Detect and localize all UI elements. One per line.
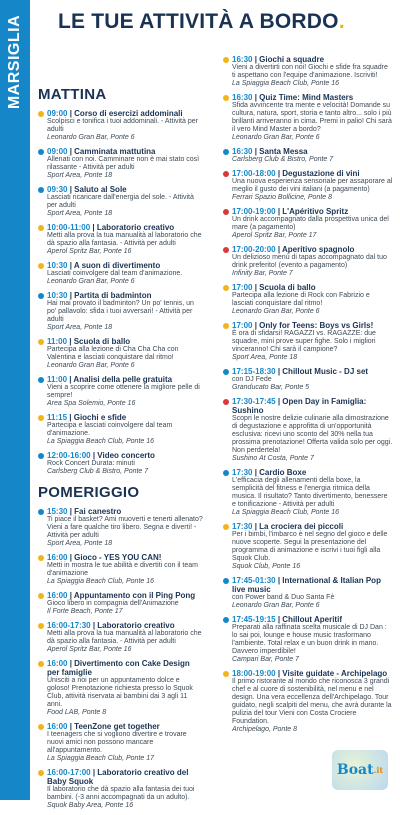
activity-title-row xyxy=(223,283,393,292)
activity-description: Preparati alla raffinata scelta musicale di DJ Dan : lo sai poi, lounge e house music trasformano l'ambiente. Total relax e un buon drink in mano. Davvero imperdibile! xyxy=(232,624,387,655)
activity-heading: 10:00-11:00 | Laboratorio creativo xyxy=(47,223,175,232)
activity-location: Squok Club, Ponte 16 xyxy=(232,563,301,570)
activity-description: Partecipa e lasciati coinvolgere dal team d'animazione. xyxy=(47,422,173,437)
activity-time: 15:30 xyxy=(47,507,68,516)
activity-entry xyxy=(223,245,393,278)
left-column xyxy=(38,80,203,815)
activity-bullet-icon xyxy=(223,369,229,375)
activity-title-row xyxy=(38,291,203,300)
activity-description: Partecipa alla lezione di Rock con Fabrizio e lasciati conquistare dal ritmo! xyxy=(232,292,370,307)
activity-description: Sfida avvincente tra mente e velocità! Domande su cultura, natura, sport, storia e tanto altro... solo i più brillanti arriveranno in cima. Premi in palio! Chi sarà il vero Mind Master a bordo? xyxy=(232,102,392,133)
page-title-text: LE TUE ATTIVITÀ A BORDO xyxy=(58,10,339,33)
activity-time: 10:30 xyxy=(47,261,68,270)
afternoon-list-continued xyxy=(223,55,393,734)
activity-bullet-icon xyxy=(38,770,44,776)
activity-heading: 11:15 | Giochi e sfide xyxy=(47,413,127,422)
activity-description: Lasciati coinvolgere dal team d'animazione. xyxy=(47,270,183,277)
activity-time: 16:30 xyxy=(232,147,253,156)
activity-bullet-icon xyxy=(38,593,44,599)
activity-time: 17:30-17:45 xyxy=(232,397,276,406)
activity-name: Chillout Music - DJ set xyxy=(282,367,369,376)
right-column xyxy=(223,55,393,739)
activity-time: 10:00-11:00 xyxy=(47,223,91,232)
activity-title-row xyxy=(223,93,393,102)
activity-name: Quiz Time: Mind Masters xyxy=(259,93,354,102)
activity-title-row xyxy=(223,55,393,64)
activity-description: Vieni a divertirti con noi! Giochi e sfide fra squadre ti aspettano con l'equipe d'animazione. Iscriviti! xyxy=(232,64,388,79)
activity-entry xyxy=(38,375,203,408)
activity-entry xyxy=(38,147,203,180)
boat-logo xyxy=(332,750,388,790)
activity-heading: 17:45-19:15 | Chillout Aperitif xyxy=(232,615,342,624)
activity-location: Leonardo Gran Bar, Ponte 6 xyxy=(232,134,320,141)
activity-name: Cardio Boxe xyxy=(259,468,307,477)
activity-location: Archipelago, Ponte 8 xyxy=(232,726,297,733)
activity-heading: 16:30 | Santa Messa xyxy=(232,147,308,156)
activity-entry xyxy=(38,659,203,717)
activity-time: 11:00 xyxy=(47,337,68,346)
activity-bullet-icon xyxy=(38,377,44,383)
activity-location: Area Spa Solemio, Ponte 16 xyxy=(47,400,136,407)
activity-bullet-icon xyxy=(38,225,44,231)
activity-description: Un delizioso menù di tapas accompagnato dal tuo drink preferito! (evento a pagamento) xyxy=(232,254,387,269)
activity-heading: 17:30 | La crociera dei piccoli xyxy=(232,522,344,531)
activity-name: Laboratorio creativo xyxy=(97,621,175,630)
activity-location: Aperol Spritz Bar, Ponte 16 xyxy=(47,646,132,653)
activity-entry xyxy=(223,615,393,664)
activity-heading: 17:00 | Only for Teens: Boys vs Girls! xyxy=(232,321,374,330)
activity-description: Il laboratorio che dà spazio alla fantasia dei tuoi bambini. (-3 anni accompagnati da un adulto). xyxy=(47,786,195,801)
activity-name: Analisi della pelle gratuita xyxy=(73,375,173,384)
activity-bullet-icon xyxy=(223,95,229,101)
activity-entry xyxy=(38,768,203,810)
activity-description: Metti in mostra le tue abilità e divertiti con il team d'animazione xyxy=(47,562,198,577)
activity-description: Gioco libero in compagnia dell'Animazione xyxy=(47,600,179,607)
activity-location: Food LAB, Ponte 8 xyxy=(47,709,107,716)
activity-name: Aperitivo spagnolo xyxy=(281,245,355,254)
activity-name: Corso di esercizi addominali xyxy=(74,109,183,118)
activity-entry xyxy=(223,147,393,164)
activity-location: Squok Baby Area, Ponte 16 xyxy=(47,802,134,809)
activity-time: 10:30 xyxy=(47,291,68,300)
activity-location: Leonardo Gran Bar, Ponte 6 xyxy=(47,362,135,369)
activity-time: 17:00-20:00 xyxy=(232,245,276,254)
activity-location: Leonardo Gran Bar, Ponte 6 xyxy=(232,308,320,315)
activity-name: L'Apéritivo Spritz xyxy=(282,207,349,216)
activity-title-row xyxy=(38,185,203,194)
activity-entry xyxy=(223,669,393,734)
activity-location: Campari Bar, Ponte 7 xyxy=(232,656,299,663)
activity-entry xyxy=(38,722,203,763)
activity-heading: 16:30 | Quiz Time: Mind Masters xyxy=(232,93,354,102)
activity-name: Degustazione di vini xyxy=(282,169,360,178)
activity-time: 17:30 xyxy=(232,522,253,531)
activity-entry xyxy=(38,413,203,446)
activity-bullet-icon xyxy=(38,187,44,193)
activity-heading: 15:30 | Fai canestro xyxy=(47,507,122,516)
activity-title-row xyxy=(223,468,393,477)
activity-heading: 16:30 | Giochi a squadre xyxy=(232,55,325,64)
afternoon-list xyxy=(38,507,203,810)
activity-heading: 09:30 | Saluto al Sole xyxy=(47,185,127,194)
activity-time: 09:30 xyxy=(47,185,68,194)
activity-name: TeenZone get together xyxy=(74,722,160,731)
activity-time: 11:15 xyxy=(47,413,68,422)
activity-description: Scolpisci e tonifica i tuoi addominali. - Attività per adulti xyxy=(47,118,198,133)
activity-description: Scopri le nostre delizie culinarie alla dimostrazione di degustazione e approfitta di un'opportunità esclusiva: ricevi uno sconto del 30% nella tua prossima prenotazione! Offerta valida solo per oggi. Non perdertela! xyxy=(232,415,393,454)
activity-entry xyxy=(38,185,203,218)
activity-bullet-icon xyxy=(38,509,44,515)
activity-bullet-icon xyxy=(38,149,44,155)
activity-bullet-icon xyxy=(223,671,229,677)
activity-title-row xyxy=(38,507,203,516)
activity-time: 16:30 xyxy=(232,93,253,102)
activity-name: Laboratorio creativo xyxy=(96,223,175,232)
activity-description: Metti alla prova la tua manualità al laboratorio che dà spazio alla fantasia. - Attività per adulti xyxy=(47,630,202,645)
activity-time: 16:30 xyxy=(232,55,253,64)
activity-location: La Spiaggia Beach Club, Ponte 16 xyxy=(232,509,340,516)
activity-bullet-icon xyxy=(223,247,229,253)
activity-entry xyxy=(38,553,203,586)
activity-time: 17:45-01:30 xyxy=(232,576,276,585)
activity-name: Divertimento con Cake Design per famiglie xyxy=(47,659,190,677)
activity-time: 16:00 xyxy=(47,591,68,600)
activity-location: Leonardo Gran Bar, Ponte 6 xyxy=(47,134,135,141)
activity-bullet-icon xyxy=(223,171,229,177)
activity-location: Aperol Spritz Bar, Ponte 16 xyxy=(47,248,132,255)
activity-heading: 11:00 | Scuola di ballo xyxy=(47,337,131,346)
activity-time: 17:45-19:15 xyxy=(232,615,276,624)
activity-name: A suon di divertimento xyxy=(73,261,161,270)
activity-time: 16:00-17:00 xyxy=(47,768,91,777)
activity-heading: 16:00 | Divertimento con Cake Design per famiglie xyxy=(47,659,190,677)
activity-heading: 16:00 | TeenZone get together xyxy=(47,722,160,731)
activity-title-row xyxy=(223,207,393,216)
activity-heading: 16:00-17:00 | Laboratorio creativo del Baby Squok xyxy=(47,768,189,786)
activity-bullet-icon xyxy=(38,724,44,730)
activity-description: È ora di sfidarsi! RAGAZZI vs. RAGAZZE: due squadre, mini prove super fighe. Solo i migliori vinceranno! Chi sarà il campione? xyxy=(232,330,376,353)
activity-location: Sport Area, Ponte 18 xyxy=(47,210,113,217)
activity-entry xyxy=(223,576,393,610)
activity-time: 16:00 xyxy=(47,553,68,562)
activity-title-row xyxy=(38,337,203,346)
activity-title-row xyxy=(38,413,203,422)
section-heading-morning: MATTINA xyxy=(38,86,107,103)
activity-time: 16:00 xyxy=(47,722,68,731)
activity-location: La Spiaggia Beach Club, Ponte 16 xyxy=(47,578,155,585)
activity-heading: 16:00-17:30 | Laboratorio creativo xyxy=(47,621,175,630)
activity-description: L'efficacia degli allenamenti della boxe, la semplicità del fitness e l'energia ritmica della musica. Il risultato? Tanto divertimento, benessere e tonificazione - Attività per adulti xyxy=(232,477,388,508)
activity-heading: 16:00 | Gioco - YES YOU CAN! xyxy=(47,553,162,562)
activity-title-row xyxy=(223,669,393,678)
activity-heading: 12:00-16:00 | Video concerto xyxy=(47,451,155,460)
activity-heading: 17:45-01:30 | International & Italian Pop live music xyxy=(232,576,381,594)
activity-heading: 10:30 | Partita di badminton xyxy=(47,291,152,300)
activity-name: Camminata mattutina xyxy=(74,147,156,156)
activity-entry xyxy=(223,522,393,571)
activity-title-row xyxy=(38,375,203,384)
activity-location: Aperol Spritz Bar, Ponte 17 xyxy=(232,232,317,239)
activity-time: 11:00 xyxy=(47,375,68,384)
activity-entry xyxy=(223,468,393,517)
activity-location: Carlsberg Club & Bistro, Ponte 7 xyxy=(47,468,149,475)
activity-location: Il Forte Beach, Ponte 17 xyxy=(47,608,123,615)
activity-title-row xyxy=(223,321,393,330)
activity-bullet-icon xyxy=(223,524,229,530)
activity-location: Sport Area, Ponte 18 xyxy=(47,172,113,179)
activity-title-row xyxy=(38,223,203,232)
activity-entry xyxy=(38,223,203,256)
activity-name: Giochi a squadre xyxy=(259,55,325,64)
activity-name: La crociera dei piccoli xyxy=(259,522,344,531)
activity-name: Visite guidate - Archipelago xyxy=(282,669,388,678)
activity-bullet-icon xyxy=(38,623,44,629)
activity-time: 17:00-19:00 xyxy=(232,207,276,216)
activity-heading: 17:00-18:00 | Degustazione di vini xyxy=(232,169,360,178)
activity-heading: 17:30 | Cardio Boxe xyxy=(232,468,307,477)
activity-heading: 17:30-17:45 | Open Day in Famiglia: Sushino xyxy=(232,397,367,415)
activity-name: Giochi e sfide xyxy=(73,413,127,422)
activity-bullet-icon xyxy=(38,293,44,299)
activity-description: Unisciti a noi per un appuntamento dolce e goloso! Prenotazione richiesta presso lo Squok Club, attività riservata ai bambini dai 3 agli 11 anni. xyxy=(47,677,193,708)
activity-name: Gioco - YES YOU CAN! xyxy=(74,553,162,562)
activity-entry xyxy=(223,397,393,463)
activity-bullet-icon xyxy=(38,263,44,269)
activity-title-row xyxy=(223,367,393,376)
activity-heading: 09:00 | Camminata mattutina xyxy=(47,147,156,156)
page-title-dot: . xyxy=(338,10,345,33)
activity-time: 09:00 xyxy=(47,147,68,156)
activity-name: Santa Messa xyxy=(259,147,308,156)
activity-description: Vieni a scoprire come ottenere la migliore pelle di sempre! xyxy=(47,384,200,399)
activity-bullet-icon xyxy=(38,415,44,421)
activity-bullet-icon xyxy=(223,149,229,155)
activity-bullet-icon xyxy=(223,470,229,476)
activity-entry xyxy=(223,367,393,392)
activity-heading: 16:00 | Appuntamento con il Ping Pong xyxy=(47,591,196,600)
activity-location: Leonardo Gran Bar, Ponte 6 xyxy=(47,278,135,285)
activity-location: Leonardo Gran Bar, Ponte 6 xyxy=(232,602,320,609)
activity-description: Ti piace il basket? Ami muoverti e tenerti allenato? Vieni a fare qualche tiro libero. Segna e diverti! - Attività per adulti xyxy=(47,516,203,539)
activity-heading: 17:00 | Scuola di ballo xyxy=(232,283,316,292)
activity-description: con DJ Fede xyxy=(232,376,272,383)
activity-bullet-icon xyxy=(223,617,229,623)
activity-name: Saluto al Sole xyxy=(74,185,127,194)
activity-name: Laboratorio creativo del Baby Squok xyxy=(47,768,189,786)
activity-title-row xyxy=(223,397,393,415)
activity-bullet-icon xyxy=(223,57,229,63)
activity-title-row xyxy=(38,768,203,786)
activity-entry xyxy=(38,291,203,332)
activity-entry xyxy=(38,451,203,476)
activity-title-row xyxy=(38,722,203,731)
activity-title-row xyxy=(38,659,203,677)
activity-name: Partita di badminton xyxy=(74,291,152,300)
activity-entry xyxy=(38,591,203,616)
activity-description: con Power band & Duo Santa Fè xyxy=(232,594,335,601)
activity-name: Video concerto xyxy=(97,451,155,460)
activity-title-row xyxy=(38,621,203,630)
activity-description: Hai mai provato il badminton? Un po' tennis, un po' pallavolo: sfida i tuoi avversari! - Attività per adulti xyxy=(47,300,194,323)
activity-location: La Spiaggia Beach Club, Ponte 16 xyxy=(232,80,340,87)
activity-time: 12:00-16:00 xyxy=(47,451,91,460)
section-heading-afternoon: POMERIGGIO xyxy=(38,484,140,501)
activity-name: Scuola di ballo xyxy=(73,337,131,346)
activity-entry xyxy=(223,207,393,240)
activity-bullet-icon xyxy=(38,453,44,459)
activity-time: 17:15-18:30 xyxy=(232,367,276,376)
activity-name: Chillout Aperitif xyxy=(282,615,342,624)
activity-time: 17:00 xyxy=(232,283,253,292)
sidebar-port-label: MARSIGLIA xyxy=(6,14,23,110)
activity-description: Lasciati ricaricare dall'energia del sole. - Attività per adulti xyxy=(47,194,194,209)
activity-location: Sport Area, Ponte 18 xyxy=(232,354,298,361)
activity-title-row xyxy=(38,553,203,562)
activity-time: 09:00 xyxy=(47,109,68,118)
activity-name: Only for Teens: Boys vs Girls! xyxy=(259,321,374,330)
activity-entry xyxy=(223,169,393,202)
activity-name: Scuola di ballo xyxy=(259,283,316,292)
activity-bullet-icon xyxy=(223,285,229,291)
activity-bullet-icon xyxy=(223,578,229,584)
activity-time: 17:00-18:00 xyxy=(232,169,276,178)
activity-location: Sushino At Costa, Ponte 7 xyxy=(232,455,314,462)
activity-heading: 17:00-19:00 | L'Apéritivo Spritz xyxy=(232,207,349,216)
activity-title-row xyxy=(223,615,393,624)
activity-time: 17:00 xyxy=(232,321,253,330)
activity-entry xyxy=(38,261,203,286)
activity-time: 16:00-17:30 xyxy=(47,621,91,630)
activity-title-row xyxy=(223,169,393,178)
logo-text: Boat xyxy=(336,762,374,778)
activity-time: 17:30 xyxy=(232,468,253,477)
activity-time: 16:00 xyxy=(47,659,68,668)
activity-entry xyxy=(38,109,203,142)
activity-description: Una nuova esperienza sensoriale per assaporare al meglio il gusto dei vini italiani (a pagamento) xyxy=(232,178,393,193)
activity-name: Fai canestro xyxy=(74,507,122,516)
activity-title-row xyxy=(38,261,203,270)
activity-description: Il primo ristorante al mondo che riconosca 3 grandi chef e al cuore di sostenibilità, nel menu e nel design. Una vera eccellenza dell'Archipelago. Tour guidato, negli scalpiti del menu, che avrà durante la pulizia del tour Vieni con Costa Crociere Foundation. xyxy=(232,678,392,725)
activity-heading: 11:00 | Analisi della pelle gratuita xyxy=(47,375,173,384)
activity-description: Metti alla prova la tua manualità al laboratorio che dà spazio alla fantasia. - Attività per adulti xyxy=(47,232,202,247)
activity-heading: 18:00-19:00 | Visite guidate - Archipelago xyxy=(232,669,388,678)
activity-title-row xyxy=(38,451,203,460)
activity-location: Sport Area, Ponte 18 xyxy=(47,540,113,547)
activity-location: Carlsberg Club & Bistro, Ponte 7 xyxy=(232,156,334,163)
activity-bullet-icon xyxy=(38,111,44,117)
activity-entry xyxy=(38,621,203,654)
activity-name: Appuntamento con il Ping Pong xyxy=(73,591,196,600)
sidebar xyxy=(0,0,30,800)
activity-entry xyxy=(38,337,203,370)
activity-location: La Spiaggia Beach Club, Ponte 17 xyxy=(47,755,155,762)
morning-list xyxy=(38,109,203,476)
activity-name: International & Italian Pop live music xyxy=(232,576,381,594)
activity-description: Allenati con noi. Camminare non è mai stato così rilassante - Attività per adulti xyxy=(47,156,200,171)
activity-title-row xyxy=(38,591,203,600)
activity-heading: 17:00-20:00 | Aperitivo spagnolo xyxy=(232,245,355,254)
activity-entry xyxy=(223,93,393,142)
activity-title-row xyxy=(223,245,393,254)
activity-bullet-icon xyxy=(38,661,44,667)
activity-bullet-icon xyxy=(38,339,44,345)
activity-description: Un drink accompagnato dalla prospettiva unica del mare (a pagamento) xyxy=(232,216,389,231)
activity-title-row xyxy=(223,522,393,531)
activity-description: Per i bimbi, l'imbarco è nel segno del gioco e delle nuove scoperte. Segui la presentazione del programma di animazione e iscrivi i tuoi figli alla Squok Club. xyxy=(232,531,388,562)
activity-entry xyxy=(223,283,393,316)
activity-title-row xyxy=(223,576,393,594)
activity-entry xyxy=(223,55,393,88)
activity-location: La Spiaggia Beach Club, Ponte 16 xyxy=(47,438,155,445)
activity-heading: 09:00 | Corso di esercizi addominali xyxy=(47,109,183,118)
activity-entry xyxy=(223,321,393,362)
activity-location: Infinity Bar, Ponte 7 xyxy=(232,270,293,277)
activity-description: I teenagers che si vogliono divertire e trovare nuovi amici non possono mancare all'appuntamento. xyxy=(47,731,187,754)
activity-entry xyxy=(38,507,203,548)
activity-location: Sport Area, Ponte 18 xyxy=(47,324,113,331)
activity-bullet-icon xyxy=(38,555,44,561)
activity-heading: 17:15-18:30 | Chillout Music - DJ set xyxy=(232,367,369,376)
activity-heading: 10:30 | A suon di divertimento xyxy=(47,261,161,270)
activity-description: Partecipa alla lezione di Cha Cha Cha con Valentina e lasciati conquistare dal ritmo! xyxy=(47,346,179,361)
activity-time: 18:00-19:00 xyxy=(232,669,276,678)
activity-bullet-icon xyxy=(223,399,229,405)
activity-bullet-icon xyxy=(223,323,229,329)
activity-location: Granducato Bar, Ponte 5 xyxy=(232,384,310,391)
activity-location: Ferrari Spazio Bollicine, Ponte 8 xyxy=(232,194,332,201)
activity-title-row xyxy=(223,147,393,156)
activity-bullet-icon xyxy=(223,209,229,215)
activity-title-row xyxy=(38,109,203,118)
page-title xyxy=(58,10,345,34)
activity-description: Rock Concert Durata: minuti xyxy=(47,460,135,467)
activity-title-row xyxy=(38,147,203,156)
activity-name: Open Day in Famiglia: Sushino xyxy=(232,397,367,415)
logo-suffix: .it xyxy=(373,765,384,775)
